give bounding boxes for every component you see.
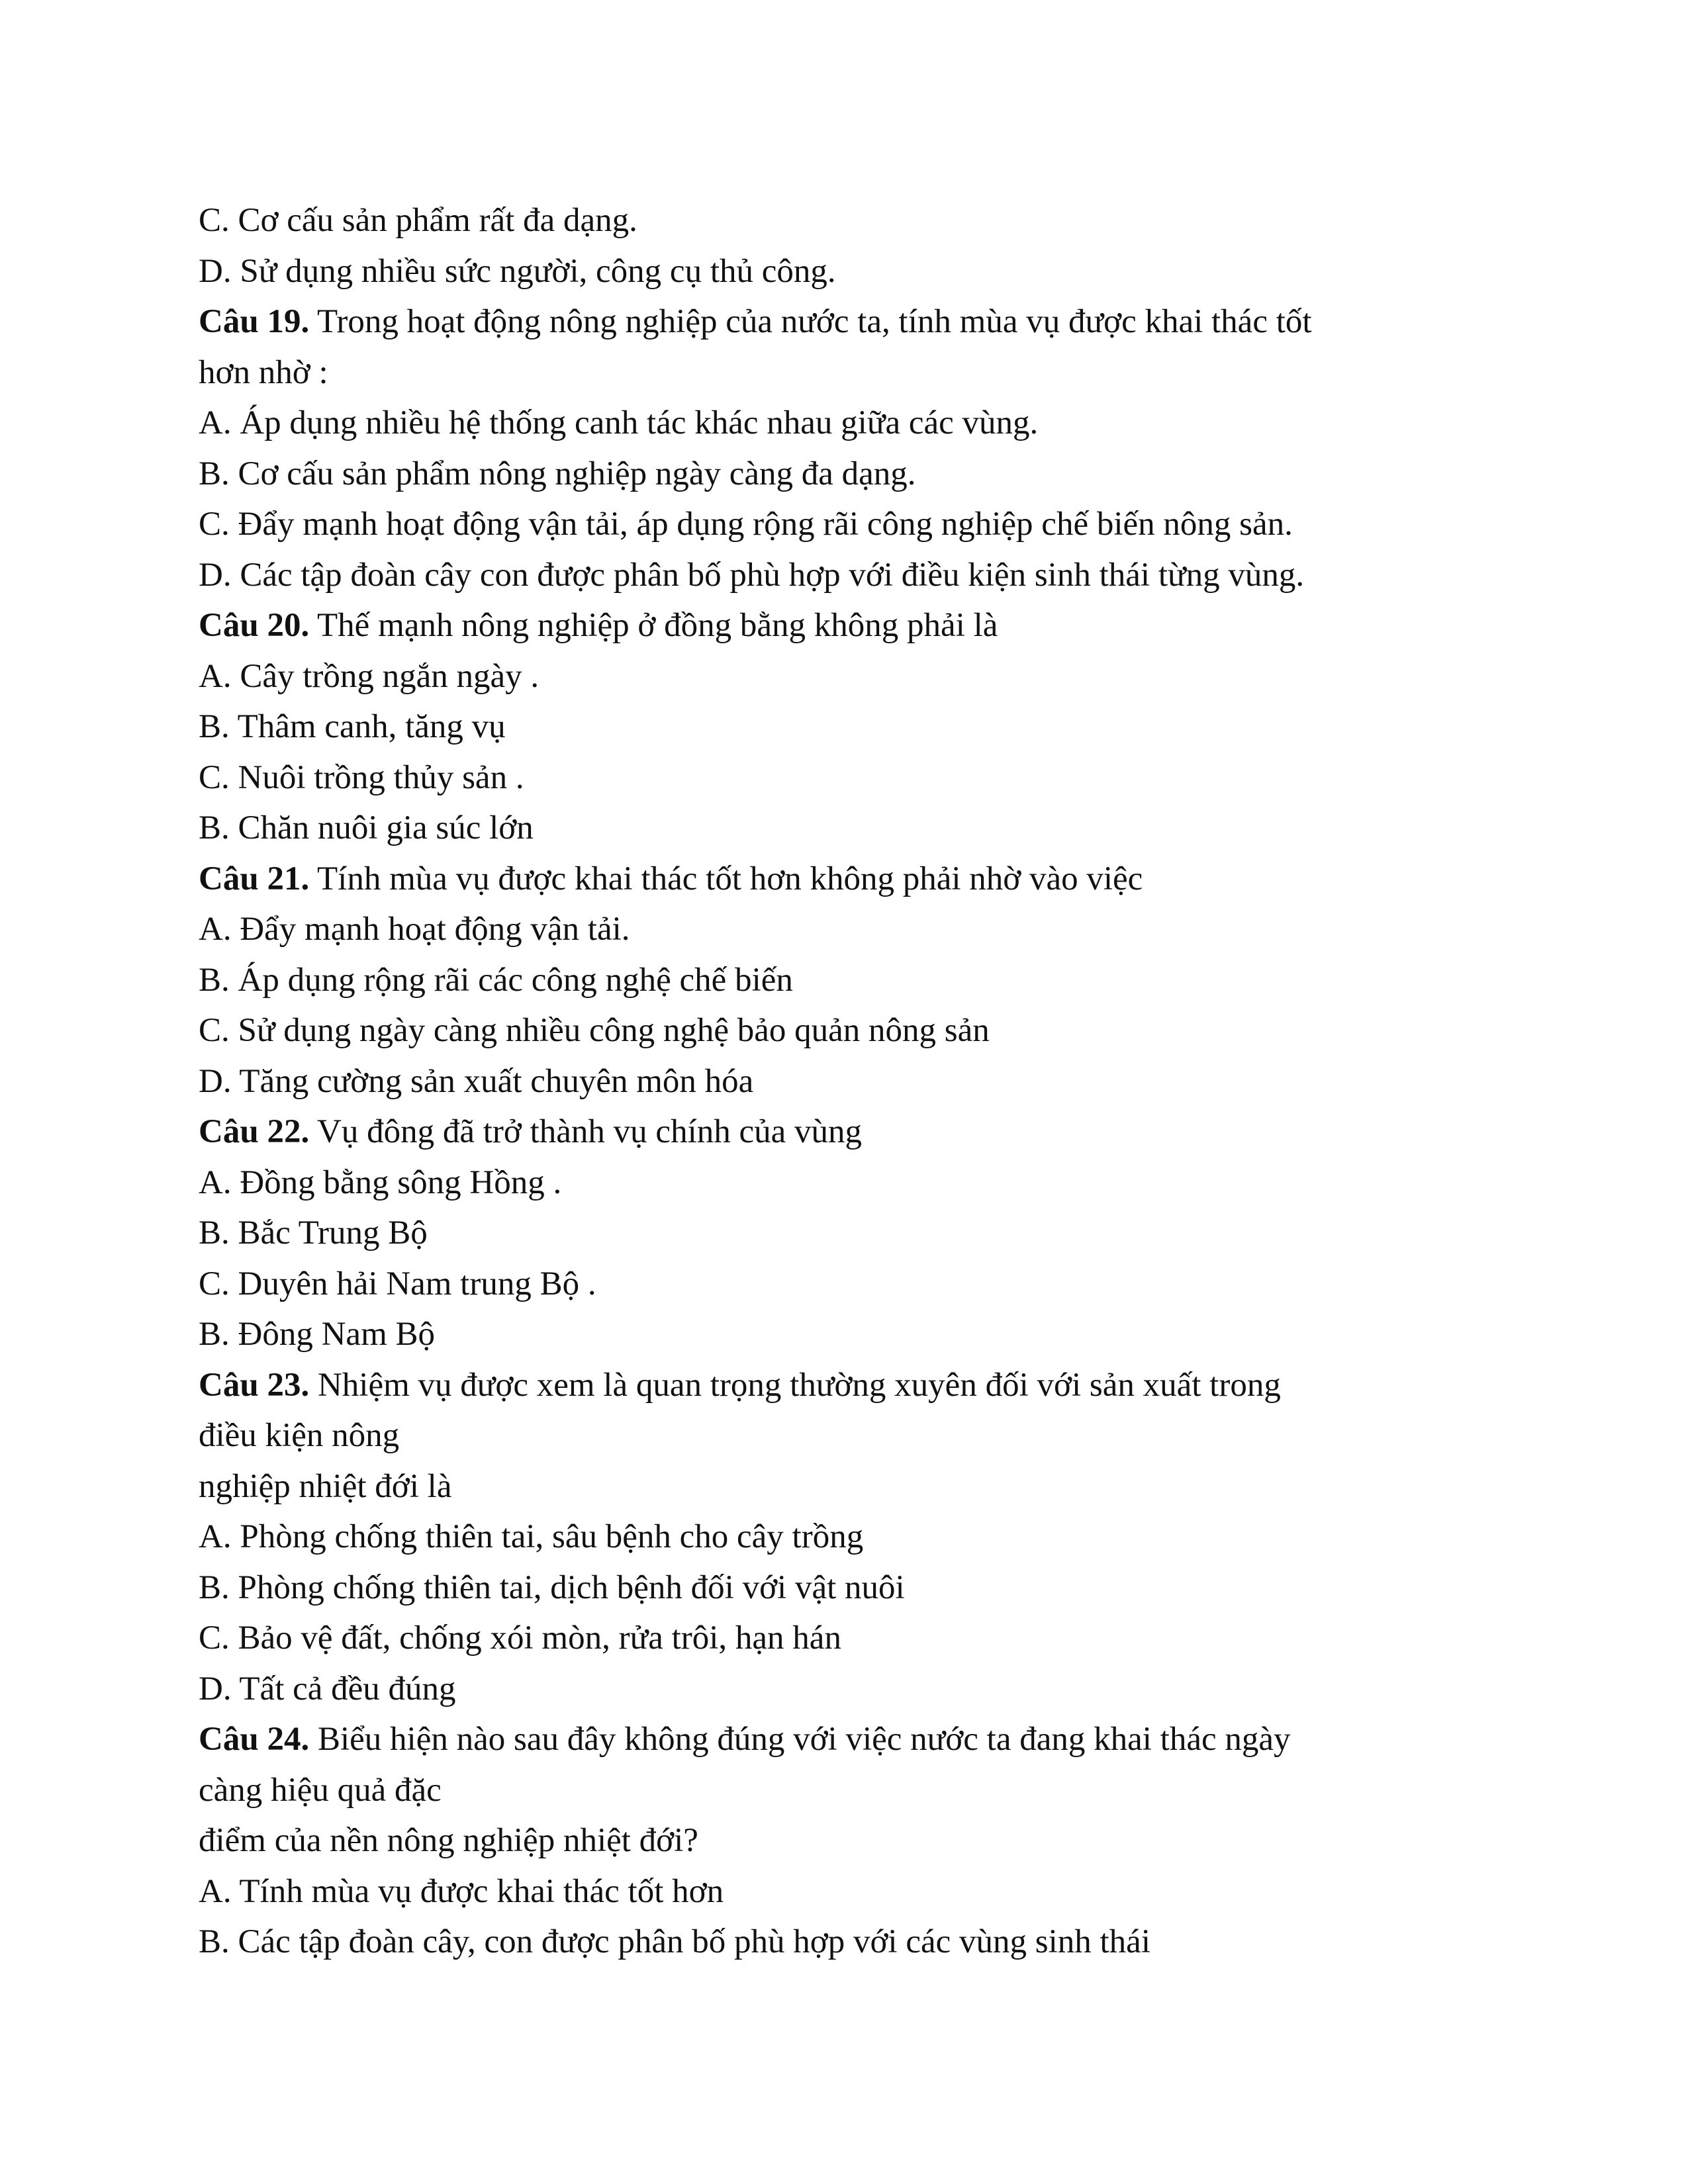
- text-line: A. Đồng bằng sông Hồng .: [199, 1163, 562, 1201]
- question-heading: [199, 1714, 1509, 1765]
- text-line: nghiệp nhiệt đới là: [199, 1467, 452, 1505]
- text-line: D. Tăng cường sản xuất chuyên môn hóa: [199, 1062, 754, 1100]
- text-line: A. Cây trồng ngắn ngày .: [199, 657, 539, 695]
- text-line: C. Sử dụng ngày càng nhiều công nghệ bảo quản nông sản: [199, 1012, 990, 1049]
- question-number: Câu 20.: [199, 607, 310, 644]
- text-line: C. Đẩy mạnh hoạt động vận tải, áp dụng rộng rãi công nghiệp chế biến nông sản.: [199, 506, 1293, 543]
- text-line: B. Phòng chống thiên tai, dịch bệnh đối với vật nuôi: [199, 1569, 905, 1606]
- text-line: C. Nuôi trồng thủy sản .: [199, 758, 524, 796]
- text-line: C. Duyên hải Nam trung Bộ .: [199, 1265, 596, 1302]
- question-number: Câu 22.: [199, 1113, 310, 1150]
- question-text: Thế mạnh nông nghiệp ở đồng bằng không phải là: [309, 607, 998, 644]
- text-line: A. Đẩy mạnh hoạt động vận tải.: [199, 911, 630, 948]
- question-text: Trong hoạt động nông nghiệp của nước ta, tính mùa vụ được khai thác tốt: [309, 303, 1312, 340]
- text-line: B. Đông Nam Bộ: [199, 1316, 435, 1353]
- text-line: điểm của nền nông nghiệp nhiệt đới?: [199, 1822, 698, 1859]
- question-heading: [199, 1107, 1509, 1158]
- text-line: B. Thâm canh, tăng vụ: [199, 708, 506, 745]
- question-heading: [199, 1360, 1509, 1411]
- text-line: D. Tất cả đều đúng: [199, 1670, 456, 1707]
- text-line: C. Bảo vệ đất, chống xói mòn, rửa trôi, hạn hán: [199, 1619, 841, 1657]
- question-text: Nhiệm vụ được xem là quan trọng thường xuyên đối với sản xuất trong: [309, 1366, 1281, 1404]
- question-heading: [199, 854, 1509, 905]
- text-line: A. Phòng chống thiên tai, sâu bệnh cho cây trồng: [199, 1518, 864, 1555]
- question-number: Câu 23.: [199, 1366, 310, 1404]
- text-line: D. Các tập đoàn cây con được phân bố phù hợp với điều kiện sinh thái từng vùng.: [199, 556, 1305, 594]
- question-heading: [199, 296, 1509, 347]
- text-line: B. Bắc Trung Bộ: [199, 1214, 428, 1251]
- text-line: hơn nhờ :: [199, 353, 328, 391]
- question-text: Biểu hiện nào sau đây không đúng với việc nước ta đang khai thác ngày: [309, 1721, 1291, 1758]
- text-line: B. Cơ cấu sản phẩm nông nghiệp ngày càng đa dạng.: [199, 455, 916, 492]
- text-line: B. Các tập đoàn cây, con được phân bố phù hợp với các vùng sinh thái: [199, 1923, 1150, 1960]
- text-line: càng hiệu quả đặc: [199, 1771, 442, 1809]
- question-text: Tính mùa vụ được khai thác tốt hơn không phải nhờ vào việc: [309, 860, 1143, 897]
- question-number: Câu 21.: [199, 860, 310, 897]
- text-line: A. Tính mùa vụ được khai thác tốt hơn: [199, 1872, 724, 1910]
- question-heading: [199, 600, 1509, 651]
- question-number: Câu 24.: [199, 1721, 310, 1758]
- question-number: Câu 19.: [199, 303, 310, 340]
- question-text: Vụ đông đã trở thành vụ chính của vùng: [309, 1113, 863, 1150]
- text-line: điều kiện nông: [199, 1417, 400, 1454]
- document-page: [199, 195, 1509, 1968]
- text-line: C. Cơ cấu sản phẩm rất đa dạng.: [199, 202, 637, 239]
- text-line: A. Áp dụng nhiều hệ thống canh tác khác nhau giữa các vùng.: [199, 404, 1039, 441]
- text-line: B. Áp dụng rộng rãi các công nghệ chế biến: [199, 961, 793, 999]
- text-line: B. Chăn nuôi gia súc lớn: [199, 809, 534, 846]
- text-line: D. Sử dụng nhiều sức người, công cụ thủ công.: [199, 252, 836, 290]
